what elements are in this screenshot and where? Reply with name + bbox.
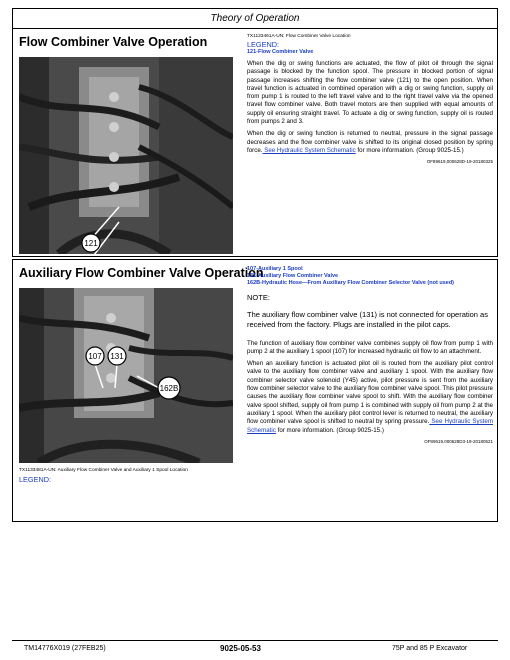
section-text-column [247,34,493,164]
legend-item: 121-Flow Combiner Valve [247,49,314,55]
paragraph-text: for more information. (Group 9025-15.) [275,426,384,434]
footer-doc-id: TM14776X019 (27FEB25) [24,645,106,652]
paragraph-text: for more information. (Group 9025-15.) [355,146,464,154]
body-paragraph: The function of auxiliary flow combiner valve combines supply oil flow from pump 1 with pump 2 at the auxiliary 1 spool (107) for increased hydraulic oil flow to an attachment. [247,339,493,355]
paragraph-text: When an auxiliary function is actuated pilot oil is routed from the auxiliary pilot control valve to the auxiliary flow combiner valve and auxiliary 1 spool. With the auxiliary flow combiner selector valve solenoid (Y45) active, pilot pressure is sent from the auxiliary flow combiner selector valve to the auxiliary flow combiner valve spool. This pilot pressure causes the auxiliary flow combiner valve spool to shift. With the auxiliary flow combiner valve spool shifted, supply oil from pump 1 is combined with supply oil from pump 2 at the auxiliary 1 spool. When the auxiliary pilot control lever is returned to neutral, the auxiliary flow combiner valve spool is shifted to neutral by spring pressure. [247,360,493,426]
section-title: Flow Combiner Valve Operation [19,35,208,49]
section-text-column [247,266,493,444]
schematic-link[interactable]: See Hydraulic System Schematic [247,418,493,434]
figure-caption: TX1133481A-UN: Auxiliary Flow Combiner Valve and Auxiliary 1 Spool Location [19,468,188,473]
footer-page-number: 9025-05-53 [220,644,261,653]
reference-code: OF89619,000628D-19-20180325 [426,159,493,165]
callout-162b: 162B [159,384,179,393]
header-title: Theory of Operation [210,13,300,24]
note-text: The auxiliary flow combiner valve (131) is not connected for operation as received from the factory. Plugs are installed in the pilot caps. [247,310,488,329]
footer-divider [12,640,498,641]
legend-heading: LEGEND: [19,475,52,484]
schematic-link[interactable]: See Hydraulic System Schematic [262,146,356,154]
callout-121: 121 [84,239,98,248]
legend-heading: LEGEND: [247,40,280,49]
body-paragraph [247,360,493,435]
body-paragraph [247,130,493,155]
reference-code: OF89619,000628D3-19-20180521 [424,438,493,444]
callout-107: 107 [88,352,102,361]
figure-caption: TX1133461A-UN: Flow Combiner Valve Location [247,34,351,39]
paragraph-text: When the dig or swing function is returned to neutral, pressure in the signal passage decreases and the flow combiner valve is shifted to its original closed position by spring force. [247,130,493,154]
body-paragraph: When the dig or swing functions are actuated, the flow of pilot oil through the signal passage is blocked by the function spool. The pressure in blocked portion of signal passage increases shifting the flow combiner valve (121) to the open position. When travel function is actuated in combined operation with a dig or swing function, supply oil from pump 1 is routed to the left travel valve and to the right travel valve via the opened travel flow combiner valve. Both travel motors are then supplied with equal amounts of supply oil ensuring straight travel. To actuate a dig or swing function, supply oil is routed from pumps 2 and 3. [247,60,493,126]
section-title: Auxiliary Flow Combiner Valve Operation [19,266,264,280]
legend-item: 131-Auxiliary Flow Combiner Valve [247,273,339,279]
aux-flow-combiner-section [12,259,498,522]
callout-131: 131 [110,352,124,361]
legend-item: 107-Auxiliary 1 Spool [247,266,303,272]
note-heading: NOTE: [247,293,270,302]
page-header [12,8,498,28]
footer-model: 75P and 85 P Excavator [392,645,468,652]
valve-photo [19,57,233,254]
legend-item: 162B-Hydraulic Hose—From Auxiliary Flow Combiner Selector Valve (not used) [247,280,455,286]
flow-combiner-section [12,28,498,257]
valve-photo [19,288,233,463]
